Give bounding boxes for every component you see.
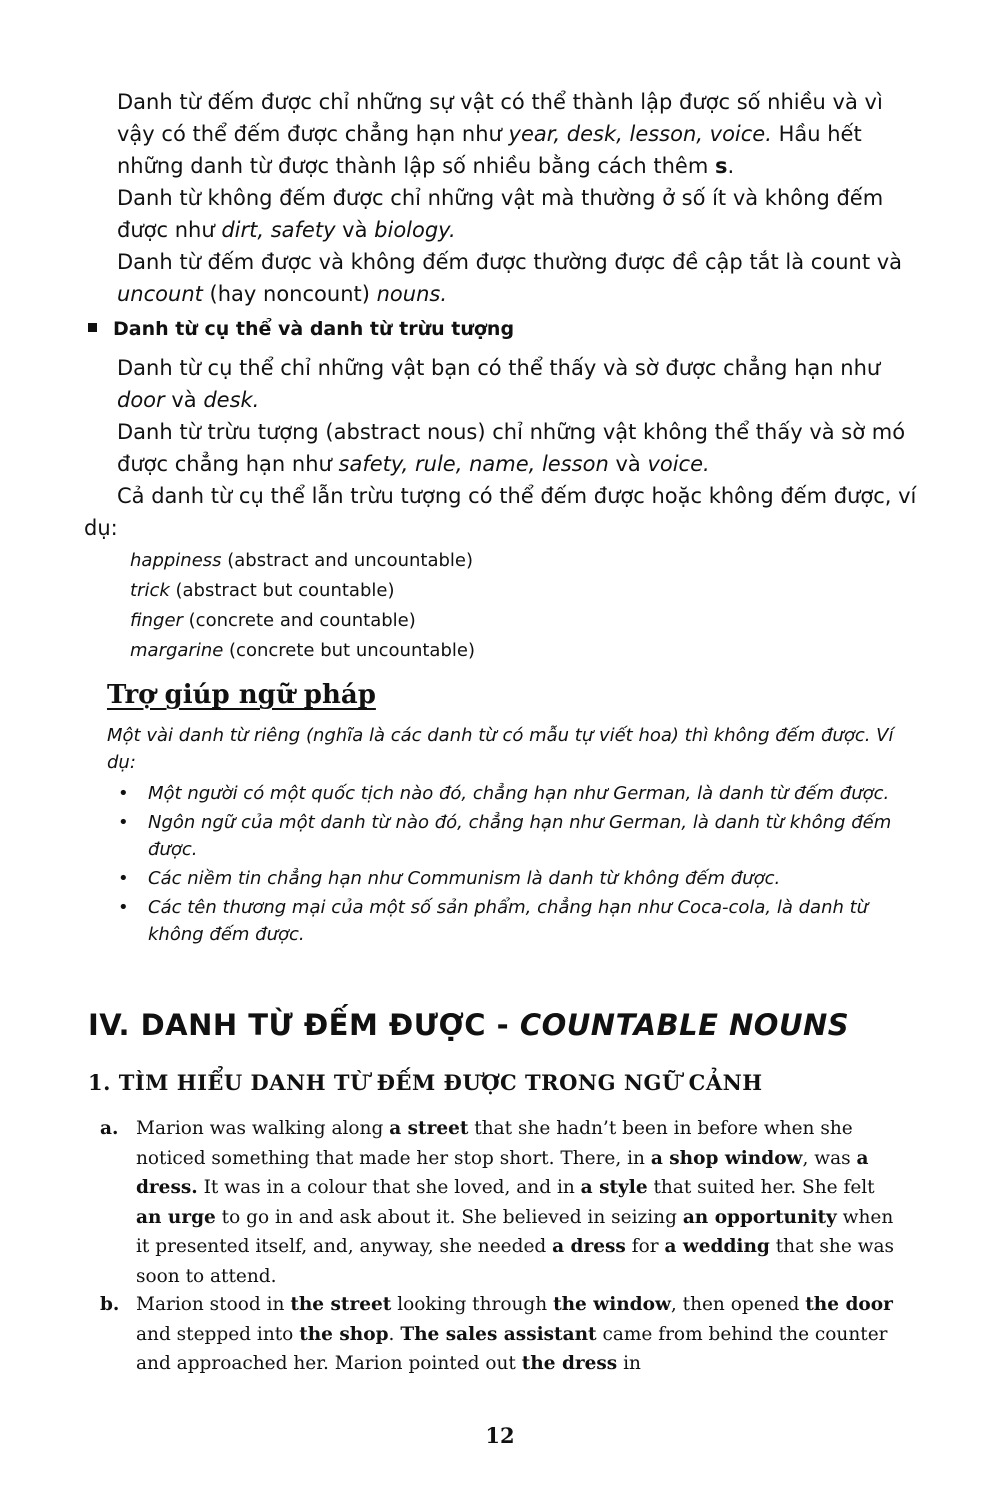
text: for [625,1236,665,1257]
paragraph-countable-definition [117,86,917,182]
text: Marion stood in [136,1294,291,1315]
heading-english: COUNTABLE NOUNS [519,1008,850,1042]
example-words: desk. [203,388,260,412]
example-words: dirt, safety [221,218,336,242]
text: và [164,388,204,412]
example-list [130,546,475,666]
text: in [617,1353,641,1374]
highlighted-noun: a dress. [136,1147,869,1198]
text: looking through [391,1294,554,1315]
example-word: trick [130,580,170,601]
text: Danh từ cụ thể chỉ những vật bạn có thể thấy và sờ được chẳng hạn như [117,356,881,380]
highlighted-noun: a street [389,1118,469,1139]
heading-text: Danh từ cụ thể và danh từ trừu tượng [113,318,515,340]
help-item-text: Các tên thương mại của một số sản phẩm, chẳng hạn như Coca-cola, là danh từ không đếm được. [148,897,869,945]
example-words: biology. [374,218,456,242]
text: came from behind the counter and approached her. Marion pointed out [136,1323,888,1374]
example-words: safety, rule, name, lesson [338,452,609,476]
example-note: (abstract and uncountable) [221,550,474,571]
bullet-dot-icon: • [118,868,129,889]
text: (hay noncount) [202,282,377,306]
text: Danh từ không đếm được chỉ những vật mà thường ở số ít và không đếm được như [117,186,884,242]
text: to go in and ask about it. She believed in seizing [215,1206,683,1228]
text: . [388,1323,401,1345]
highlighted-noun: the door [805,1294,893,1315]
highlighted-noun: a shop window [650,1147,803,1169]
list-item [130,606,475,636]
highlighted-noun: The sales assistant [400,1323,597,1345]
text: , then opened [670,1294,806,1315]
paragraph-concrete-definition [117,352,917,416]
help-item-text: Một người có một quốc tịch nào đó, chẳng hạn như German, là danh từ đếm được. [148,783,890,804]
text: that she was soon to attend. [136,1236,895,1287]
bullet-dot-icon: • [118,783,129,804]
help-item-text: Các niềm tin chẳng hạn như Communism là danh từ không đếm được. [148,868,781,889]
highlighted-noun: the dress [521,1353,618,1374]
text: và [335,218,375,242]
highlighted-noun: the window [553,1294,671,1315]
bullet-dot-icon: • [118,812,129,833]
section-heading-countable-nouns [88,1008,849,1042]
square-bullet-icon [88,323,97,332]
story-paragraph-a [100,1114,895,1291]
list-item [118,809,898,863]
list-item [118,780,898,807]
help-item-text: Ngôn ngữ của một danh từ nào đó, chẳng hạn như German, là danh từ không đếm được. [148,812,892,860]
bullet-heading-concrete-abstract [88,314,514,344]
example-note: (concrete but uncountable) [223,640,475,661]
page-number: 12 [485,1423,515,1448]
item-label: a. [100,1118,119,1139]
plural-suffix: s [714,154,728,178]
example-word: margarine [130,640,224,661]
example-note: (concrete and countable) [182,610,416,631]
highlighted-noun: an opportunity [682,1206,837,1228]
text: Hầu hết những danh từ được thành lập số nhiều bằng cách thêm [117,122,862,178]
text: and stepped into [136,1323,300,1345]
paragraph-count-uncount-terms [117,246,917,310]
text: that suited her. She felt [647,1177,875,1198]
heading-text: IV. DANH TỪ ĐẾM ĐƯỢC - [88,1008,520,1042]
highlighted-noun: a style [580,1177,648,1198]
list-item [118,894,898,948]
text: that she hadn’t been in before when she noticed something that made her stop short. There, in [136,1118,853,1169]
grammar-help-title: Trợ giúp ngữ pháp [107,680,376,710]
paragraph-abstract-definition [117,416,917,480]
example-word: happiness [130,550,222,571]
item-label: b. [100,1294,120,1315]
highlighted-noun: the shop [299,1323,389,1345]
example-words: nouns. [376,282,448,306]
list-item [130,576,475,606]
text: Danh từ trừu tượng (abstract nous) chỉ những vật không thể thấy và sờ mó được chẳng hạn như [117,420,906,476]
example-words: year, desk, lesson, voice. [508,122,772,146]
highlighted-noun: a wedding [664,1236,770,1257]
text: , was [802,1147,857,1169]
list-item [130,636,475,666]
grammar-help-intro: Một vài danh từ riêng (nghĩa là các danh từ có mẫu tự viết hoa) thì không đếm được. Ví dụ: [107,725,894,773]
text: . [727,154,735,178]
subsection-heading-context: 1. TÌM HIỂU DANH TỪ ĐẾM ĐƯỢC TRONG NGỮ CẢNH [88,1070,763,1095]
highlighted-noun: a dress [552,1236,626,1257]
story-paragraph-b [100,1290,895,1379]
text: Danh từ đếm được chỉ những sự vật có thể thành lập được số nhiều và vì vậy có thể đếm được chẳng hạn như [117,90,883,146]
text: Danh từ đếm được và không đếm được thường được đề cập tắt là count và [117,250,903,274]
example-words: voice. [647,452,710,476]
highlighted-noun: the street [290,1294,392,1315]
paragraph-both-types: Cả danh từ cụ thể lẫn trừu tượng có thể đếm được hoặc không đếm được, ví dụ: [84,484,917,540]
grammar-help-list [118,780,898,950]
example-words: uncount [117,282,203,306]
list-item [118,865,898,892]
text: và [608,452,648,476]
example-note: (abstract but countable) [169,580,395,601]
list-item [130,546,475,576]
paragraph-uncountable-definition [117,182,917,246]
example-words: door [117,388,165,412]
example-word: finger [130,610,183,631]
text: Marion was walking along [136,1118,390,1139]
bullet-dot-icon: • [118,897,129,918]
text: when it presented itself, and, anyway, she needed [136,1206,894,1257]
highlighted-noun: an urge [136,1206,216,1228]
text: It was in a colour that she loved, and in [197,1177,581,1198]
